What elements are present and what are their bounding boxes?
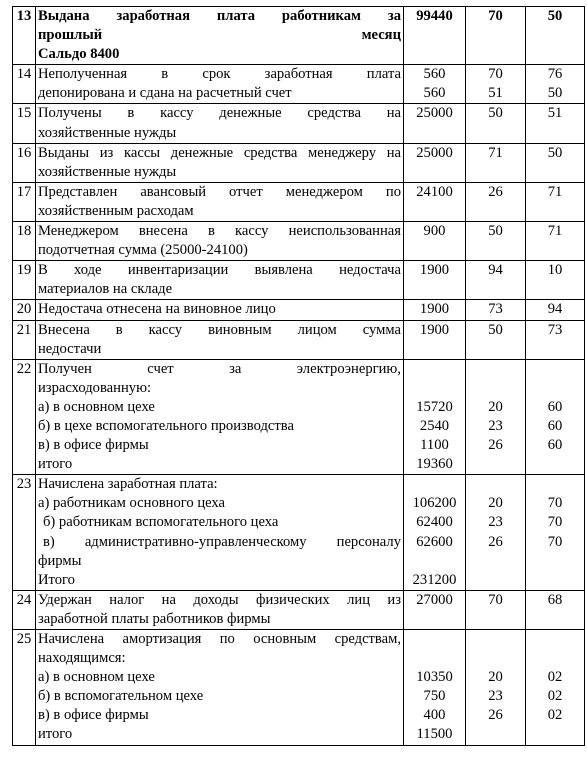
debit-account-cell xyxy=(466,261,526,300)
table-row xyxy=(13,143,585,182)
debit-account xyxy=(468,360,523,379)
description-line: подотчетная сумма (25000-24100) xyxy=(38,242,248,259)
amount: 19360 xyxy=(416,456,453,473)
description-line: Менеджером внесена в кассу неиспользованная xyxy=(38,223,401,240)
description-line: Представлен авансовый отчет менеджером по xyxy=(38,183,401,200)
debit-account: 51 xyxy=(488,85,503,102)
description-line: Начислена амортизация по основным средствам, xyxy=(38,631,401,647)
debit-account xyxy=(468,455,523,474)
description-line: Итого xyxy=(38,571,75,588)
amount: 25000 xyxy=(416,105,453,122)
description-line: израсходованную: xyxy=(38,379,152,396)
amount: 1900 xyxy=(419,262,450,279)
row-number: 21 xyxy=(13,320,36,359)
journal-table xyxy=(12,6,585,746)
row-number: 25 xyxy=(13,630,36,746)
debit-account: 26 xyxy=(488,707,503,724)
credit-account-cell xyxy=(526,65,585,104)
debit-account: 26 xyxy=(488,183,503,200)
debit-account: 20 xyxy=(488,495,503,512)
row-number: 16 xyxy=(13,143,36,182)
operation-description xyxy=(36,65,404,104)
debit-account: 94 xyxy=(488,262,503,279)
table-row xyxy=(13,261,585,300)
description-line: Сальдо 8400 xyxy=(38,46,120,63)
debit-account xyxy=(468,552,523,571)
description-line: в) в офисе фирмы xyxy=(38,707,149,724)
credit-account-cell xyxy=(526,475,585,591)
debit-account: 20 xyxy=(488,669,503,686)
debit-account xyxy=(468,630,523,649)
table-row xyxy=(13,65,585,104)
credit-account: 71 xyxy=(547,183,563,200)
credit-account-cell xyxy=(526,630,585,746)
amount: 2540 xyxy=(419,417,450,434)
row-number: 17 xyxy=(13,182,36,221)
debit-account: 23 xyxy=(488,514,503,531)
amount-cell xyxy=(404,320,466,359)
amount: 106200 xyxy=(412,495,457,512)
description-line: находящимся: xyxy=(38,650,126,667)
description-line: итого xyxy=(38,726,73,743)
description-line: итого xyxy=(38,456,73,473)
amount xyxy=(406,475,463,494)
debit-account: 50 xyxy=(488,105,503,122)
operation-description xyxy=(36,475,404,591)
amount: 62600 xyxy=(416,533,453,550)
description-line: хозяйственные нужды xyxy=(38,124,177,141)
amount: 900 xyxy=(423,223,446,240)
credit-account: 50 xyxy=(547,85,563,102)
credit-account: 60 xyxy=(547,398,563,415)
row-number: 18 xyxy=(13,222,36,261)
row-number: 19 xyxy=(13,261,36,300)
row-number: 24 xyxy=(13,590,36,629)
table-row xyxy=(13,222,585,261)
row-number: 23 xyxy=(13,475,36,591)
table-row xyxy=(13,7,585,65)
amount: 1900 xyxy=(419,301,450,318)
description-line: в) административно-управленческому персоналу xyxy=(43,533,401,550)
debit-account: 73 xyxy=(488,301,503,318)
amount xyxy=(406,649,463,668)
description-line: Выдана заработная плата работникам за xyxy=(38,8,401,24)
description-line: Удержан налог на доходы физических лиц из xyxy=(38,591,401,608)
credit-account-cell xyxy=(526,222,585,261)
amount: 10350 xyxy=(416,669,453,686)
debit-account-cell xyxy=(466,143,526,182)
operation-description xyxy=(36,222,404,261)
debit-account: 26 xyxy=(488,437,503,454)
credit-account: 50 xyxy=(547,8,563,24)
description-line: Недостача отнесена на виновное лицо xyxy=(38,301,276,318)
description-line: фирмы xyxy=(38,552,82,569)
debit-account-cell xyxy=(466,630,526,746)
debit-account xyxy=(468,475,523,494)
debit-account-cell xyxy=(466,222,526,261)
credit-account-cell xyxy=(526,300,585,320)
amount-cell xyxy=(404,300,466,320)
description-line: заработной платы работников фирмы xyxy=(38,610,271,627)
description-line: Начислена заработная плата: xyxy=(38,476,218,493)
amount-cell xyxy=(404,222,466,261)
operation-description xyxy=(36,143,404,182)
row-number: 20 xyxy=(13,300,36,320)
credit-account xyxy=(528,552,582,571)
amount: 24100 xyxy=(416,183,453,200)
amount xyxy=(406,630,463,649)
debit-account: 71 xyxy=(488,144,503,161)
credit-account-cell xyxy=(526,261,585,300)
amount xyxy=(406,552,463,571)
credit-account: 70 xyxy=(547,533,563,550)
debit-account-cell xyxy=(466,300,526,320)
operation-description xyxy=(36,300,404,320)
description-line: хозяйственным расходам xyxy=(38,202,194,219)
amount: 560 xyxy=(423,66,446,83)
description-line: прошлый месяц xyxy=(38,27,401,44)
debit-account: 70 xyxy=(488,591,503,608)
credit-account: 60 xyxy=(547,437,563,454)
description-line: Получены в кассу денежные средства на xyxy=(38,105,401,122)
debit-account xyxy=(468,649,523,668)
amount: 750 xyxy=(423,688,446,705)
debit-account: 50 xyxy=(488,223,503,240)
debit-account: 20 xyxy=(488,398,503,415)
debit-account-cell xyxy=(466,182,526,221)
debit-account-cell xyxy=(466,7,526,65)
credit-account-cell xyxy=(526,7,585,65)
description-line: Выданы из кассы денежные средства менеджеру на xyxy=(38,144,401,161)
operation-description xyxy=(36,359,404,475)
credit-account-cell xyxy=(526,320,585,359)
table-row xyxy=(13,630,585,746)
description-line: а) в основном цехе xyxy=(38,669,155,686)
credit-account: 02 xyxy=(547,688,563,705)
credit-account-cell xyxy=(526,590,585,629)
amount-cell xyxy=(404,104,466,143)
operation-description xyxy=(36,104,404,143)
debit-account-cell xyxy=(466,65,526,104)
amount: 560 xyxy=(423,85,446,102)
table-row xyxy=(13,359,585,475)
amount: 15720 xyxy=(416,398,453,415)
debit-account xyxy=(468,571,523,590)
description-line: Получен счет за электроэнергию, xyxy=(38,360,401,377)
debit-account-cell xyxy=(466,475,526,591)
row-number: 13 xyxy=(13,7,36,65)
amount: 11500 xyxy=(416,726,453,743)
table-row xyxy=(13,475,585,591)
amount-cell xyxy=(404,359,466,475)
amount: 231200 xyxy=(412,571,457,588)
credit-account: 10 xyxy=(547,262,563,279)
amount: 400 xyxy=(423,707,446,724)
description-line: недостачи xyxy=(38,340,102,357)
credit-account: 68 xyxy=(547,591,563,608)
credit-account: 94 xyxy=(547,301,563,318)
amount: 1100 xyxy=(420,437,449,454)
description-line: б) в вспомогательном цехе xyxy=(38,688,204,705)
credit-account: 73 xyxy=(547,321,563,338)
table-row xyxy=(13,300,585,320)
table-row xyxy=(13,182,585,221)
debit-account: 50 xyxy=(488,321,503,338)
credit-account-cell xyxy=(526,359,585,475)
amount: 62400 xyxy=(416,514,453,531)
description-line: депонирована и сдана на расчетный счет xyxy=(38,85,292,102)
description-line: в) в офисе фирмы xyxy=(38,437,149,454)
credit-account xyxy=(528,379,582,398)
debit-account-cell xyxy=(466,359,526,475)
credit-account: 76 xyxy=(547,66,563,83)
amount xyxy=(406,360,463,379)
table-row xyxy=(13,320,585,359)
amount-cell xyxy=(404,475,466,591)
row-number: 15 xyxy=(13,104,36,143)
credit-account xyxy=(528,571,582,590)
debit-account: 70 xyxy=(488,8,503,24)
amount: 25000 xyxy=(416,144,453,161)
debit-account: 26 xyxy=(488,533,503,550)
amount-cell xyxy=(404,590,466,629)
amount: 99440 xyxy=(416,8,453,24)
debit-account xyxy=(468,725,523,744)
debit-account: 70 xyxy=(488,66,503,83)
description-line: а) работникам основного цеха xyxy=(38,495,226,512)
debit-account: 23 xyxy=(488,417,503,434)
debit-account: 23 xyxy=(488,688,503,705)
debit-account-cell xyxy=(466,590,526,629)
credit-account: 70 xyxy=(547,495,563,512)
amount xyxy=(406,379,463,398)
row-number: 22 xyxy=(13,359,36,475)
description-line: хозяйственные нужды xyxy=(38,163,177,180)
description-line: материалов на складе xyxy=(38,281,173,298)
operation-description xyxy=(36,630,404,746)
credit-account: 02 xyxy=(547,669,563,686)
journal-table-body xyxy=(13,7,585,746)
amount: 27000 xyxy=(416,591,453,608)
credit-account: 50 xyxy=(547,144,563,161)
description-line: В ходе инвентаризации выявлена недостача xyxy=(38,262,401,279)
description-line: Неполученная в срок заработная плата xyxy=(38,66,401,83)
table-row xyxy=(13,104,585,143)
debit-account-cell xyxy=(466,320,526,359)
amount-cell xyxy=(404,261,466,300)
credit-account xyxy=(528,455,582,474)
credit-account xyxy=(528,649,582,668)
credit-account-cell xyxy=(526,104,585,143)
amount-cell xyxy=(404,7,466,65)
credit-account xyxy=(528,360,582,379)
credit-account-cell xyxy=(526,182,585,221)
row-number: 14 xyxy=(13,65,36,104)
debit-account xyxy=(468,379,523,398)
amount-cell xyxy=(404,143,466,182)
credit-account: 60 xyxy=(547,417,563,434)
credit-account: 70 xyxy=(547,514,563,531)
operation-description xyxy=(36,7,404,65)
credit-account: 51 xyxy=(547,105,563,122)
credit-account xyxy=(528,725,582,744)
operation-description xyxy=(36,261,404,300)
credit-account: 71 xyxy=(547,223,563,240)
operation-description xyxy=(36,590,404,629)
description-line: б) в цехе вспомогательного производства xyxy=(38,417,294,434)
description-line: Внесена в кассу виновным лицом сумма xyxy=(38,321,401,338)
amount-cell xyxy=(404,182,466,221)
credit-account: 02 xyxy=(547,707,563,724)
credit-account xyxy=(528,630,582,649)
description-line: а) в основном цехе xyxy=(38,398,155,415)
operation-description xyxy=(36,182,404,221)
table-row xyxy=(13,590,585,629)
credit-account-cell xyxy=(526,143,585,182)
amount-cell xyxy=(404,65,466,104)
debit-account-cell xyxy=(466,104,526,143)
description-line: б) работникам вспомогательного цеха xyxy=(43,514,279,531)
credit-account xyxy=(528,475,582,494)
operation-description xyxy=(36,320,404,359)
amount: 1900 xyxy=(419,321,450,338)
amount-cell xyxy=(404,630,466,746)
